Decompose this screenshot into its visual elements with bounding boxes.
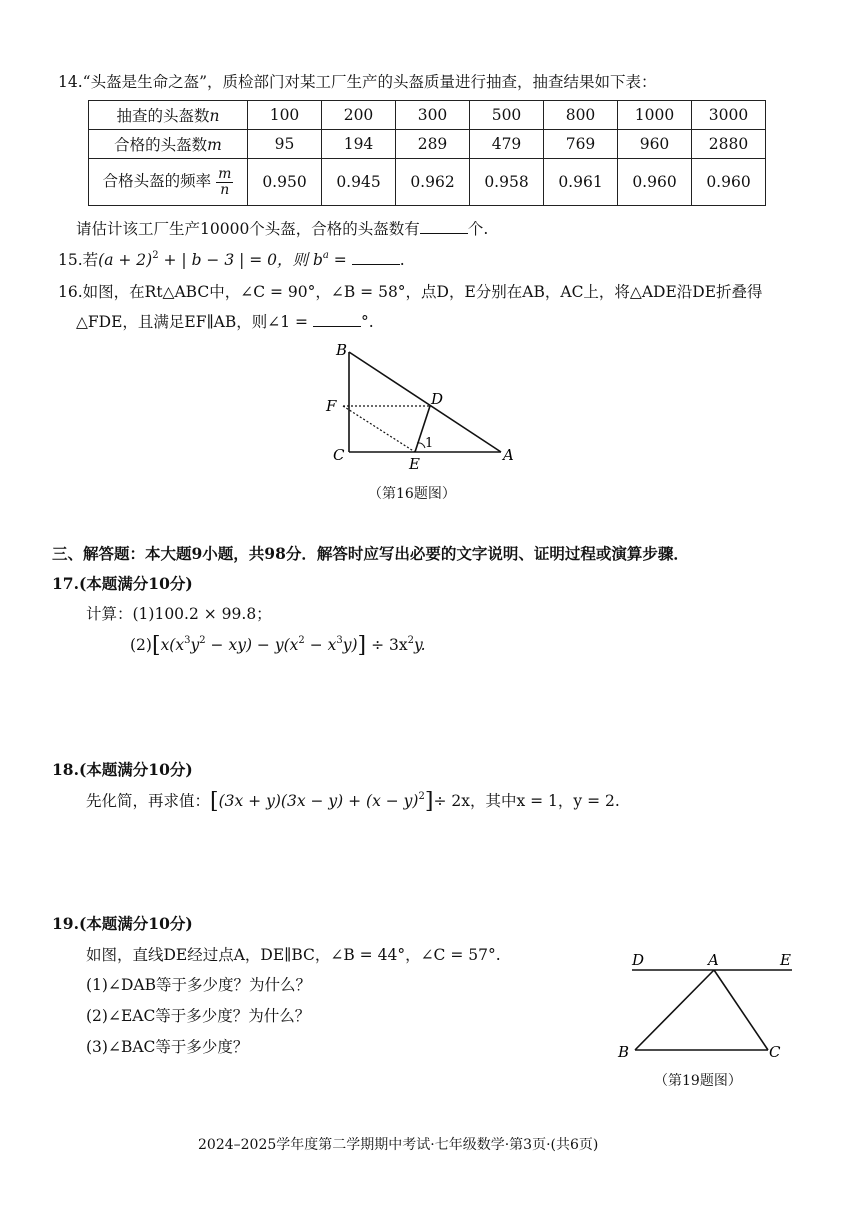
q17-part1: 计算：(1)100.2 × 99.8；	[86, 605, 272, 623]
q19-stem: 如图，直线DE经过点A，DE∥BC，∠B = 44°，∠C = 57°.	[86, 946, 501, 964]
table-cell: 0.960	[692, 159, 766, 206]
label-A: A	[503, 446, 514, 464]
label-A: A	[708, 951, 719, 969]
page-footer: 2024–2025学年度第二学期期中考试·七年级数学·第3页·(共6页)	[198, 1137, 599, 1153]
label-C: C	[333, 446, 345, 464]
q17-part2: $(2)[x(x^3y^2 - xy) - y(x^2 - x^3y)] \div 3x^2y$.	[130, 633, 426, 658]
row-label-m: 合格的头盔数m	[89, 130, 248, 159]
table-cell: 479	[470, 130, 544, 159]
fraction-m-over-n: $\frac{m}{n}$	[218, 165, 232, 198]
q17-title: 17.(本题满分10分)	[52, 574, 193, 593]
table-row	[89, 101, 766, 130]
answer-blank	[420, 219, 468, 234]
q15: 15.若$(a + 2)^2$ + | b − 3 | = 0，则 $b^a$ = .	[58, 250, 405, 269]
table-cell: 0.945	[322, 159, 396, 206]
table-cell: 194	[322, 130, 396, 159]
label-C: C	[769, 1043, 781, 1061]
table-cell: 800	[544, 101, 618, 130]
label-F: F	[326, 397, 337, 415]
table-cell: 200	[322, 101, 396, 130]
q19-item-3: (3)∠BAC等于多少度？	[86, 1038, 249, 1056]
table-cell: 0.961	[544, 159, 618, 206]
table-cell: 769	[544, 130, 618, 159]
table-cell: 0.960	[618, 159, 692, 206]
label-B: B	[336, 341, 348, 359]
q19-figure	[612, 948, 802, 1066]
q19-item-1: (1)∠DAB等于多少度？为什么？	[86, 976, 311, 994]
label-B: B	[618, 1043, 630, 1061]
table-cell: 2880	[692, 130, 766, 159]
table-cell: 0.958	[470, 159, 544, 206]
table-cell: 960	[618, 130, 692, 159]
q18-body: 先化简，再求值：$[(3x + y)(3x - y) + (x - y)^2]\div 2x$，其中x = 1，y = 2.	[86, 789, 620, 814]
label-D: D	[431, 390, 444, 408]
section-title: 三、解答题：本大题9小题，共98分．解答时应写出必要的文字说明、证明过程或演算步骤．	[52, 544, 689, 563]
table-cell: 95	[248, 130, 322, 159]
table-row	[89, 159, 766, 206]
label-D: D	[632, 951, 645, 969]
q18-title: 18.(本题满分10分)	[52, 760, 193, 779]
q14-question: 请估计该工厂生产10000个头盔，合格的头盔数有 个.	[76, 220, 489, 238]
q19-caption: （第19题图）	[654, 1073, 742, 1089]
q16-line2: △FDE，且满足EF∥AB，则∠1 = °.	[76, 313, 374, 331]
q16-caption: （第16题图）	[368, 486, 456, 502]
row-label-freq: 合格头盔的频率 $\frac{m}{n}$	[89, 159, 248, 206]
q16-figure	[325, 338, 525, 478]
q19-item-2: (2)∠EAC等于多少度？为什么？	[86, 1007, 311, 1025]
row-label-n: 抽查的头盔数n	[89, 101, 248, 130]
q16-line1: 16.如图，在Rt△ABC中，∠C = 90°，∠B = 58°，点D，E分别在AB，AC上，将△ADE沿DE折叠得	[58, 283, 763, 301]
table-cell: 3000	[692, 101, 766, 130]
table-cell: 100	[248, 101, 322, 130]
label-E: E	[780, 951, 791, 969]
table-cell: 0.950	[248, 159, 322, 206]
table-cell: 289	[396, 130, 470, 159]
table-row	[89, 130, 766, 159]
label-E: E	[409, 455, 420, 473]
answer-blank	[313, 312, 361, 327]
table-cell: 300	[396, 101, 470, 130]
table-cell: 500	[470, 101, 544, 130]
answer-blank	[352, 250, 400, 265]
q14-table	[88, 100, 766, 206]
label-angle-1: 1	[425, 436, 434, 451]
table-cell: 1000	[618, 101, 692, 130]
q14-stem: 14.“头盔是生命之盔”，质检部门对某工厂生产的头盔质量进行抽查，抽查结果如下表：	[58, 73, 657, 91]
table-cell: 0.962	[396, 159, 470, 206]
q19-title: 19.(本题满分10分)	[52, 914, 193, 933]
